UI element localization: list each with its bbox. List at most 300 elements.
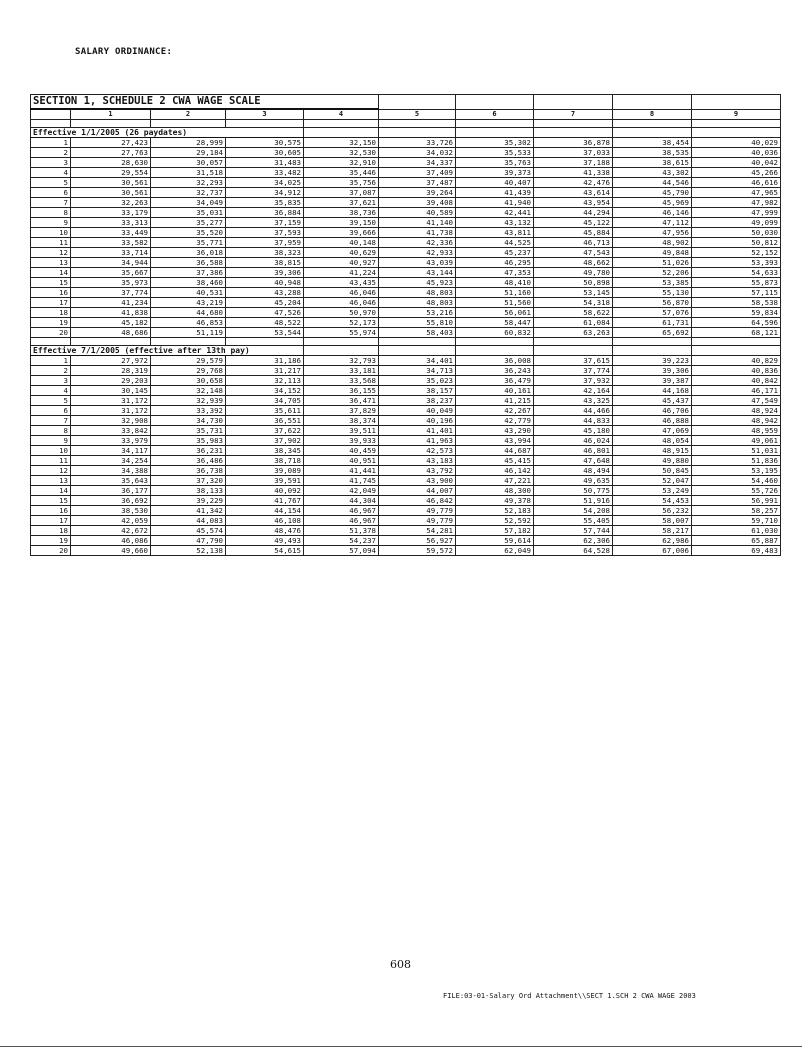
step-cell: 8 [31,426,71,436]
wage-cell: 47,549 [692,396,781,406]
wage-cell: 36,243 [456,366,534,376]
wage-cell: 40,092 [226,486,304,496]
wage-cell: 61,030 [692,526,781,536]
wage-cell: 46,842 [379,496,456,506]
wage-cell: 40,161 [456,386,534,396]
wage-cell: 34,912 [226,188,304,198]
wage-cell: 40,459 [304,446,379,456]
wage-cell: 37,902 [226,436,304,446]
wage-cell: 61,731 [613,318,692,328]
table-row [31,386,781,396]
table-row [31,308,781,318]
step-cell: 20 [31,328,71,338]
wage-cell: 47,982 [692,198,781,208]
step-cell: 17 [31,298,71,308]
wage-cell: 34,117 [71,446,151,456]
wage-cell: 50,775 [534,486,613,496]
wage-cell: 37,615 [534,356,613,366]
table-row [31,446,781,456]
table-title: SECTION 1, SCHEDULE 2 CWA WAGE SCALE [31,95,379,110]
wage-cell: 42,059 [71,516,151,526]
wage-cell: 37,188 [534,158,613,168]
wage-cell: 55,726 [692,486,781,496]
wage-cell: 46,146 [613,208,692,218]
wage-cell: 53,216 [379,308,456,318]
wage-cell: 49,378 [456,496,534,506]
wage-cell: 54,460 [692,476,781,486]
wage-cell: 33,449 [71,228,151,238]
step-cell: 15 [31,496,71,506]
wage-cell: 47,648 [534,456,613,466]
wage-cell: 43,219 [151,298,226,308]
wage-cell: 31,483 [226,158,304,168]
wage-cell: 48,522 [226,318,304,328]
wage-cell: 61,084 [534,318,613,328]
wage-cell: 46,142 [456,466,534,476]
wage-cell: 37,622 [226,426,304,436]
wage-cell: 39,306 [226,268,304,278]
wage-cell: 35,277 [151,218,226,228]
table-row [31,328,781,338]
wage-cell: 64,528 [534,546,613,556]
step-cell: 2 [31,366,71,376]
wage-cell: 46,967 [304,506,379,516]
wage-cell: 40,148 [304,238,379,248]
step-cell: 12 [31,248,71,258]
wage-cell: 48,476 [226,526,304,536]
wage-cell: 65,692 [613,328,692,338]
wage-cell: 46,024 [534,436,613,446]
wage-cell: 51,160 [456,288,534,298]
wage-cell: 36,471 [304,396,379,406]
wage-cell: 45,415 [456,456,534,466]
table-row [31,168,781,178]
step-cell: 12 [31,466,71,476]
wage-cell: 38,815 [226,258,304,268]
table-row [31,148,781,158]
step-cell: 9 [31,436,71,446]
wage-cell: 35,643 [71,476,151,486]
wage-cell: 37,774 [534,366,613,376]
column-header: 5 [379,109,456,120]
table-row [31,208,781,218]
wage-cell: 35,533 [456,148,534,158]
wage-cell: 33,179 [71,208,151,218]
column-header: 1 [71,109,151,120]
wage-cell: 40,629 [304,248,379,258]
wage-cell: 29,579 [151,356,226,366]
wage-cell: 47,999 [692,208,781,218]
wage-cell: 40,948 [226,278,304,288]
wage-cell: 50,845 [613,466,692,476]
column-header-row [31,109,781,120]
wage-cell: 43,811 [456,228,534,238]
wage-cell: 53,393 [692,258,781,268]
step-cell: 9 [31,218,71,228]
wage-cell: 51,560 [456,298,534,308]
wage-cell: 46,616 [692,178,781,188]
wage-cell: 41,439 [456,188,534,198]
page-number: 608 [390,958,411,971]
wage-cell: 58,007 [613,516,692,526]
wage-cell: 36,551 [226,416,304,426]
wage-cell: 41,767 [226,496,304,506]
wage-cell: 31,172 [71,396,151,406]
wage-cell: 38,133 [151,486,226,496]
wage-cell: 42,933 [379,248,456,258]
wage-cell: 59,614 [456,536,534,546]
wage-cell: 58,257 [692,506,781,516]
wage-cell: 43,994 [456,436,534,446]
table-row [31,376,781,386]
wage-cell: 33,392 [151,406,226,416]
wage-cell: 44,833 [534,416,613,426]
wage-cell: 44,680 [151,308,226,318]
wage-cell: 34,388 [71,466,151,476]
step-cell: 6 [31,406,71,416]
wage-cell: 45,437 [613,396,692,406]
wage-cell: 34,944 [71,258,151,268]
wage-cell: 52,183 [456,506,534,516]
wage-cell: 57,094 [304,546,379,556]
wage-cell: 43,144 [379,268,456,278]
wage-cell: 48,054 [613,436,692,446]
title-row [31,95,781,110]
wage-cell: 52,592 [456,516,534,526]
step-cell: 14 [31,268,71,278]
wage-cell: 34,049 [151,198,226,208]
spacer-row [31,120,781,128]
table-row [31,496,781,506]
wage-cell: 37,593 [226,228,304,238]
wage-cell: 39,511 [304,426,379,436]
wage-cell: 48,915 [613,446,692,456]
table-row [31,396,781,406]
wage-cell: 45,923 [379,278,456,288]
wage-cell: 40,407 [456,178,534,188]
wage-cell: 43,325 [534,396,613,406]
wage-cell: 46,171 [692,386,781,396]
wage-cell: 33,582 [71,238,151,248]
spacer-row [31,338,781,346]
wage-cell: 47,221 [456,476,534,486]
wage-cell: 37,386 [151,268,226,278]
wage-cell: 44,294 [534,208,613,218]
wage-cell: 50,812 [692,238,781,248]
wage-cell: 58,447 [456,318,534,328]
wage-cell: 40,589 [379,208,456,218]
wage-cell: 48,662 [534,258,613,268]
wage-cell: 35,302 [456,138,534,148]
wage-cell: 45,182 [71,318,151,328]
wage-cell: 27,763 [71,148,151,158]
wage-cell: 37,087 [304,188,379,198]
wage-cell: 42,573 [379,446,456,456]
wage-cell: 54,237 [304,536,379,546]
wage-cell: 67,006 [613,546,692,556]
wage-cell: 30,145 [71,386,151,396]
wage-cell: 30,658 [151,376,226,386]
wage-cell: 43,614 [534,188,613,198]
wage-cell: 57,182 [456,526,534,536]
wage-cell: 28,319 [71,366,151,376]
wage-cell: 59,834 [692,308,781,318]
wage-cell: 37,033 [534,148,613,158]
wage-cell: 55,130 [613,288,692,298]
wage-cell: 40,531 [151,288,226,298]
wage-cell: 39,229 [151,496,226,506]
wage-cell: 48,686 [71,328,151,338]
wage-cell: 49,493 [226,536,304,546]
wage-cell: 43,302 [613,168,692,178]
table-row [31,258,781,268]
wage-cell: 45,122 [534,218,613,228]
wage-cell: 41,738 [379,228,456,238]
wage-cell: 36,479 [456,376,534,386]
wage-cell: 49,099 [692,218,781,228]
wage-cell: 64,596 [692,318,781,328]
wage-cell: 35,520 [151,228,226,238]
wage-cell: 44,525 [456,238,534,248]
table-row [31,416,781,426]
wage-cell: 35,763 [456,158,534,168]
step-cell: 16 [31,288,71,298]
wage-cell: 57,076 [613,308,692,318]
wage-cell: 49,848 [613,248,692,258]
wage-cell: 41,338 [534,168,613,178]
wage-cell: 41,342 [151,506,226,516]
wage-cell: 58,622 [534,308,613,318]
table-row [31,366,781,376]
wage-cell: 37,932 [534,376,613,386]
table-row [31,298,781,308]
column-header: 8 [613,109,692,120]
wage-cell: 51,031 [692,446,781,456]
table-row [31,288,781,298]
wage-cell: 48,410 [456,278,534,288]
wage-cell: 38,374 [304,416,379,426]
wage-cell: 53,195 [692,466,781,476]
wage-cell: 48,494 [534,466,613,476]
column-header-step [31,109,71,120]
wage-cell: 43,792 [379,466,456,476]
wage-cell: 52,138 [151,546,226,556]
wage-cell: 38,237 [379,396,456,406]
wage-cell: 37,774 [71,288,151,298]
wage-cell: 30,605 [226,148,304,158]
step-cell: 15 [31,278,71,288]
wage-cell: 40,927 [304,258,379,268]
wage-cell: 42,476 [534,178,613,188]
wage-cell: 35,756 [304,178,379,188]
wage-cell: 46,046 [304,288,379,298]
wage-cell: 41,215 [456,396,534,406]
wage-cell: 42,049 [304,486,379,496]
wage-cell: 32,263 [71,198,151,208]
wage-cell: 54,633 [692,268,781,278]
wage-cell: 62,986 [613,536,692,546]
wage-cell: 46,853 [151,318,226,328]
wage-cell: 39,666 [304,228,379,238]
wage-cell: 46,706 [613,406,692,416]
wage-cell: 54,453 [613,496,692,506]
table-body [31,120,781,556]
wage-cell: 32,530 [304,148,379,158]
step-cell: 7 [31,198,71,208]
wage-cell: 28,630 [71,158,151,168]
column-header: 4 [304,109,379,120]
wage-cell: 63,263 [534,328,613,338]
table-row [31,138,781,148]
wage-cell: 43,290 [456,426,534,436]
wage-cell: 27,423 [71,138,151,148]
step-cell: 3 [31,376,71,386]
wage-cell: 49,780 [534,268,613,278]
table-row [31,506,781,516]
wage-cell: 38,323 [226,248,304,258]
step-cell: 16 [31,506,71,516]
wage-cell: 44,304 [304,496,379,506]
wage-cell: 35,031 [151,208,226,218]
ordinance-header: SALARY ORDINANCE: [75,47,173,57]
wage-cell: 43,435 [304,278,379,288]
wage-cell: 34,025 [226,178,304,188]
wage-cell: 55,405 [534,516,613,526]
table-row [31,238,781,248]
wage-cell: 32,939 [151,396,226,406]
wage-cell: 52,173 [304,318,379,328]
wage-cell: 37,621 [304,198,379,208]
wage-cell: 34,337 [379,158,456,168]
wage-cell: 39,408 [379,198,456,208]
wage-cell: 35,983 [151,436,226,446]
wage-cell: 38,718 [226,456,304,466]
column-header: 6 [456,109,534,120]
wage-cell: 52,047 [613,476,692,486]
wage-cell: 41,940 [456,198,534,208]
wage-cell: 37,829 [304,406,379,416]
table-row [31,188,781,198]
wage-cell: 48,803 [379,298,456,308]
table-row [31,318,781,328]
wage-cell: 38,530 [71,506,151,516]
wage-cell: 38,454 [613,138,692,148]
wage-cell: 33,482 [226,168,304,178]
wage-cell: 49,635 [534,476,613,486]
wage-cell: 40,036 [692,148,781,158]
wage-cell: 44,007 [379,486,456,496]
wage-cell: 29,203 [71,376,151,386]
wage-cell: 51,378 [304,526,379,536]
wage-cell: 54,208 [534,506,613,516]
wage-cell: 32,793 [304,356,379,366]
wage-cell: 40,842 [692,376,781,386]
wage-cell: 46,086 [71,536,151,546]
section-label-row [31,346,781,356]
wage-cell: 56,061 [456,308,534,318]
wage-cell: 59,572 [379,546,456,556]
step-cell: 17 [31,516,71,526]
wage-cell: 51,836 [692,456,781,466]
table-row [31,436,781,446]
wage-cell: 29,554 [71,168,151,178]
wage-cell: 40,042 [692,158,781,168]
wage-cell: 44,168 [613,386,692,396]
wage-cell: 53,385 [613,278,692,288]
wage-cell: 45,790 [613,188,692,198]
wage-cell: 48,300 [456,486,534,496]
wage-cell: 45,180 [534,426,613,436]
wage-cell: 44,687 [456,446,534,456]
wage-cell: 30,561 [71,188,151,198]
wage-cell: 36,692 [71,496,151,506]
wage-cell: 39,387 [613,376,692,386]
column-header: 7 [534,109,613,120]
wage-cell: 55,974 [304,328,379,338]
wage-cell: 42,267 [456,406,534,416]
wage-cell: 40,836 [692,366,781,376]
table-row [31,406,781,416]
wage-cell: 40,049 [379,406,456,416]
wage-cell: 36,878 [534,138,613,148]
wage-cell: 33,726 [379,138,456,148]
table-row [31,178,781,188]
wage-cell: 41,963 [379,436,456,446]
wage-cell: 47,112 [613,218,692,228]
wage-cell: 32,150 [304,138,379,148]
step-cell: 19 [31,536,71,546]
wage-cell: 46,801 [534,446,613,456]
wage-cell: 32,293 [151,178,226,188]
wage-cell: 41,401 [379,426,456,436]
wage-cell: 38,157 [379,386,456,396]
wage-cell: 43,132 [456,218,534,228]
wage-cell: 43,039 [379,258,456,268]
step-cell: 11 [31,456,71,466]
step-cell: 18 [31,526,71,536]
wage-cell: 35,771 [151,238,226,248]
step-cell: 8 [31,208,71,218]
step-cell: 11 [31,238,71,248]
wage-cell: 55,810 [379,318,456,328]
table-row [31,278,781,288]
wage-cell: 50,970 [304,308,379,318]
wage-cell: 37,320 [151,476,226,486]
step-cell: 10 [31,228,71,238]
step-cell: 19 [31,318,71,328]
wage-cell: 53,249 [613,486,692,496]
wage-cell: 42,441 [456,208,534,218]
wage-cell: 33,181 [304,366,379,376]
wage-cell: 41,745 [304,476,379,486]
wage-cell: 34,254 [71,456,151,466]
wage-cell: 55,873 [692,278,781,288]
wage-cell: 58,538 [692,298,781,308]
column-header: 3 [226,109,304,120]
wage-cell: 32,908 [71,416,151,426]
wage-cell: 49,880 [613,456,692,466]
wage-cell: 40,829 [692,356,781,366]
wage-cell: 34,032 [379,148,456,158]
wage-cell: 36,884 [226,208,304,218]
wage-cell: 48,924 [692,406,781,416]
table-row [31,356,781,366]
wage-cell: 50,030 [692,228,781,238]
step-cell: 5 [31,396,71,406]
table-row [31,218,781,228]
wage-cell: 33,568 [304,376,379,386]
wage-cell: 31,186 [226,356,304,366]
